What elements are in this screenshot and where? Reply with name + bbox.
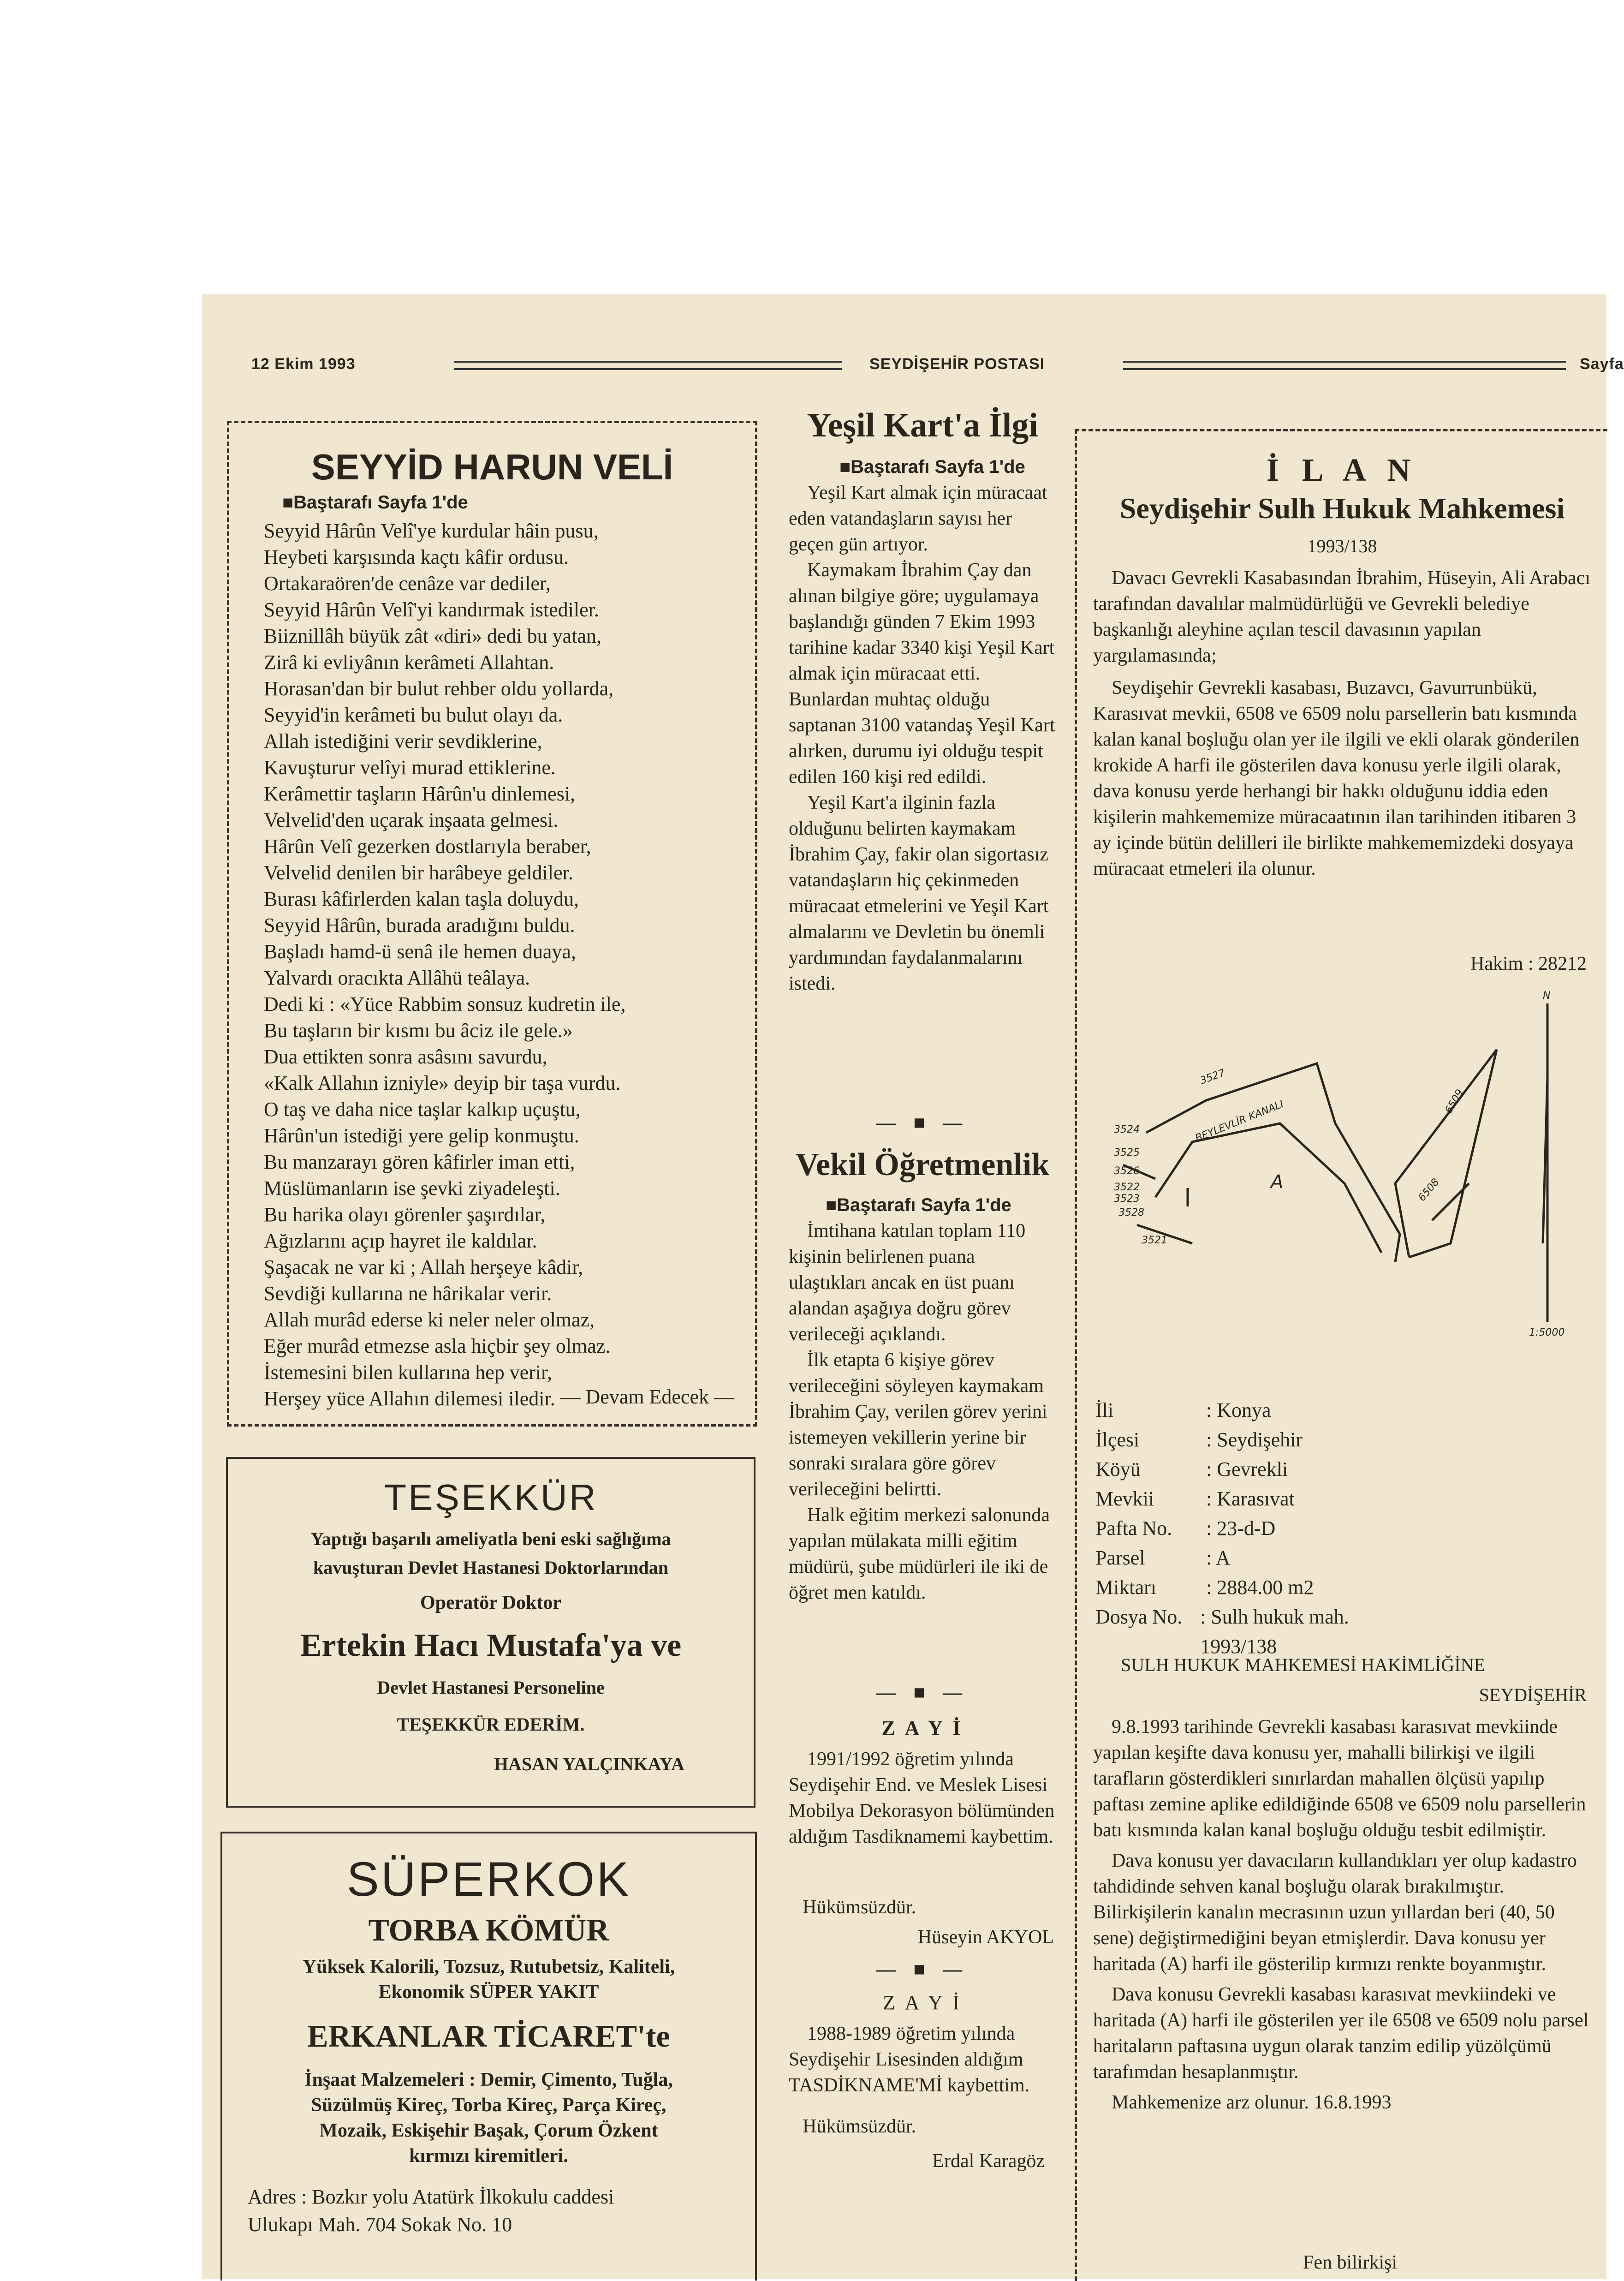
header-rule-left	[454, 361, 842, 370]
ilan-case-no: 1993/138	[1307, 536, 1377, 556]
poem-line: Biiznillâh büyük zât «diri» dedi bu yatan,	[264, 625, 601, 647]
sketch-label-6509: 6509	[1443, 1087, 1466, 1116]
superkok-title: SÜPERKOK	[346, 1852, 631, 1906]
table-row: Pafta No. : 23-d-D	[1095, 1517, 1276, 1540]
poem-line: Sevdiği kullarına ne hârikalar verir.	[264, 1282, 552, 1305]
poem-line: Seyyid'in kerâmeti bu bulut olayı da.	[264, 704, 563, 726]
tesekkur-line1: Yaptığı başarılı ameliyatla beni eski sağlığıma	[310, 1529, 671, 1549]
poem-line: Velvelid'den uçarak inşaata gelmesi.	[264, 809, 559, 831]
zayi2-name: Erdal Karagöz	[932, 2150, 1045, 2172]
separator: — ■ —	[876, 1682, 969, 1703]
sketch-label-3521: 3521	[1142, 1235, 1167, 1246]
sketch-label-3528: 3528	[1118, 1207, 1144, 1218]
yesil-continued: ■Baştarafı Sayfa 1'de	[839, 457, 1025, 477]
ilan-paragraph-2: Seydişehir Gevrekli kasabası, Buzavcı, Gavurrunbükü, Karasıvat mevkii, 6508 ve 6509 nolu parsellerin batı kısmında kalan kanal boşluğu olan yer ile ilgili ve ekli olarak gönderilen krokide A harfi ile gösterilen dava konusu yerle ilgili olarak, dava konusu yerde herhangi bir hakkı olduğunu iddia eden kişilerin mahkememize müracaatının ilan tarihinden itibaren 3 ay içinde bütün delilleri ile birlikte mahkememizdeki dosyaya müracaat etmeleri ila olunur.	[1093, 677, 1580, 879]
poem-line: Ortakaraören'de cenâze var dediler,	[264, 572, 551, 595]
poem-line: Velvelid denilen bir harâbeye geldiler.	[264, 861, 573, 884]
vekil-continued: ■Baştarafı Sayfa 1'de	[826, 1195, 1011, 1215]
superkok-company: ERKANLAR TİCARET'te	[307, 2018, 670, 2054]
tesekkur-signature: HASAN YALÇINKAYA	[494, 1754, 684, 1774]
poem-line: Dedi ki : «Yüce Rabbim sonsuz kudretin ile,	[264, 993, 626, 1015]
poem-line: Seyyid Hârûn Velî'ye kurdular hâin pusu,	[264, 519, 599, 542]
zayi2-hukumsuz: Hükümsüzdür.	[803, 2116, 916, 2137]
poem-line: Başladı hamd-ü senâ ile hemen duaya,	[264, 940, 576, 963]
superkok-desc2: Ekonomik SÜPER YAKIT	[378, 1982, 599, 2003]
ilan-expert: Fen bilirkişi	[1303, 2252, 1398, 2273]
zayi1-name: Hüseyin AKYOL	[917, 1927, 1054, 1948]
sketch-label-3525: 3525	[1114, 1147, 1140, 1158]
table-row: Köyü : Gevrekli	[1095, 1458, 1288, 1481]
vekil-body	[789, 1218, 1056, 1606]
vekil-paragraph: İmtihana katılan toplam 110 kişinin belirlenen puana ulaştıkları ancak en üst puanı alandan aşağıya doğru görev verileceği açıklandı.	[789, 1220, 1026, 1345]
poem-line: Allah murâd ederse ki neler neler olmaz,	[264, 1308, 595, 1331]
sketch-label-canal: BEYLEVLİR KANALI	[1193, 1098, 1285, 1145]
tesekkur-name: Ertekin Hacı Mustafa'ya ve	[300, 1628, 682, 1663]
poem-line: Eğer murâd etmezse asla hiçbir şey olmaz.	[264, 1335, 611, 1357]
yesil-title: Yeşil Kart'a İlgi	[807, 406, 1038, 444]
tesekkur-line3: Operatör Doktor	[420, 1592, 561, 1613]
seyyid-title: SEYYİD HARUN VELİ	[311, 447, 673, 487]
sketch-label-a: A	[1271, 1171, 1284, 1193]
tesekkur-line4: Devlet Hastanesi Personeline	[377, 1677, 605, 1698]
seyyid-poem	[264, 518, 744, 1412]
middle-column	[779, 397, 1065, 2279]
page-header	[251, 355, 1624, 378]
sketch-canal-edge	[1146, 1063, 1400, 1262]
yesil-paragraph: Yeşil Kart'a ilginin fazla olduğunu belirten kaymakam İbrahim Çay, fakir olan sigortasız vatandaşların hiç çekinmeden müracaat etmelerini ve Yeşil Kart almalarını ve Devletin bu önemli yardımından faydalanmalarını istedi.	[789, 792, 1049, 994]
yesil-body	[789, 480, 1056, 997]
header-rule-right	[1123, 361, 1566, 370]
superkok-address-1: Adres : Bozkır yolu Atatürk İlkokulu caddesi	[248, 2185, 614, 2208]
sketch-line	[1432, 1183, 1469, 1220]
ilan-report-paragraph: 9.8.1993 tarihinde Gevrekli kasabası karasıvat mevkiinde yapılan keşifte dava konusu yer, mahalli bilirkişi ve ilgili tarafların gösterdikleri sınırlardan mahallen ölçüsü yapılıp paftası zemine aplike edildiğinde 6508 ve 6509 nolu parsellerin batı kısmında kalan kanal boşluğu olduğu tesbit edilmiştir.	[1093, 1716, 1586, 1841]
superkok-desc1: Yüksek Kalorili, Tozsuz, Rutubetsiz, Kaliteli,	[302, 1956, 675, 1977]
ilan-judge: Hakim : 28212	[1470, 953, 1587, 974]
ilan-report	[1093, 1714, 1594, 2115]
superkok-materials-1: İnşaat Malzemeleri : Demir, Çimento, Tuğla,	[304, 2069, 673, 2090]
ilan-box	[1075, 429, 1607, 2281]
table-row: Mevkii : Karasıvat	[1095, 1487, 1295, 1510]
poem-line: Bu manzarayı gören kâfirler iman etti,	[264, 1151, 575, 1173]
ilan-addressee-2: SEYDİŞEHİR	[1479, 1684, 1587, 1705]
zayi1-title: Z A Y İ	[881, 1717, 964, 1739]
poem-line: Burası kâfirlerden kalan taşla doluydu,	[264, 888, 579, 910]
poem-line: Hârûn Velî gezerken dostlarıyla beraber,	[264, 835, 591, 858]
separator: — ■ —	[876, 1959, 969, 1980]
poem-line: Zirâ ki evliyânın kerâmeti Allahtan.	[264, 651, 554, 674]
superkok-materials-4: kırmızı kiremitleri.	[409, 2145, 568, 2167]
tesekkur-line2: kavuşturan Devlet Hastanesi Doktorlarından	[313, 1557, 669, 1578]
paper-name: SEYDİŞEHİR POSTASI	[869, 355, 1045, 373]
ilan-property-table	[1095, 1396, 1418, 1661]
table-row: İlçesi : Seydişehir	[1095, 1428, 1303, 1451]
separator: — ■ —	[876, 1112, 969, 1134]
seyyid-article-box	[227, 421, 757, 1427]
poem-line: Yalvardı oracıkta Allâhü teâlaya.	[264, 967, 530, 989]
poem-line: Horasan'dan bir bulut rehber oldu yollarda,	[264, 677, 614, 700]
sketch-label-north: N	[1543, 990, 1551, 1002]
seyyid-continued: ■Baştarafı Sayfa 1'de	[282, 492, 468, 513]
poem-line: O taş ve daha nice taşlar kalkıp uçuştu,	[264, 1098, 581, 1121]
superkok-subtitle: TORBA KÖMÜR	[368, 1912, 609, 1947]
yesil-paragraph: Kaymakam İbrahim Çay dan alınan bilgiye göre; uygulamaya başlandığı günden 7 Ekim 1993 tarihine kadar 3340 kişi Yeşil Kart almak için müracaat etti. Bunlardan muhtaç olduğu saptanan 3100 vatandaş Yeşil Kart alırken, durumu iyi olduğu tespit edilen 160 kişi red edildi.	[789, 560, 1055, 788]
poem-line: Seyyid Hârûn Velî'yi kandırmak istediler.	[264, 598, 599, 621]
tesekkur-line5: TEŞEKKÜR EDERİM.	[397, 1714, 585, 1735]
ilan-body	[1093, 565, 1594, 882]
sketch-label-3522: 3522	[1114, 1182, 1140, 1193]
table-row: Parsel : A	[1095, 1547, 1231, 1569]
tesekkur-ad-box	[226, 1457, 755, 1808]
sketch-label-scale: 1:5000	[1529, 1327, 1565, 1338]
superkok-materials-3: Mozaik, Eskişehir Başak, Çorum Özkent	[319, 2120, 658, 2141]
zayi1-body	[789, 1746, 1056, 1850]
zayi2-body	[789, 2021, 1056, 2098]
zayi2-title: Z A Y İ	[883, 1991, 962, 2014]
poem-line: Bu taşların bir kısmı bu âciz ile gele.»	[264, 1019, 573, 1042]
sketch-label-6508: 6508	[1416, 1176, 1442, 1204]
sketch-label-3524: 3524	[1114, 1124, 1140, 1135]
sketch-label-3526: 3526	[1114, 1165, 1140, 1177]
zayi2-text: 1988-1989 öğretim yılında Seydişehir Lisesinden aldığım TASDİKNAME'Mİ kaybettim.	[789, 2023, 1030, 2096]
zayi1-hukumsuz: Hükümsüzdür.	[803, 1897, 916, 1918]
sketch-label-3527: 3527	[1198, 1067, 1227, 1087]
yesil-paragraph: Yeşil Kart almak için müracaat eden vatandaşların sayısı her geçen gün artıyor.	[789, 482, 1047, 555]
issue-date: 12 Ekim 1993	[251, 355, 356, 373]
poem-line: Dua ettikten sonra asâsını savurdu,	[264, 1045, 547, 1068]
sketch-label-3523: 3523	[1114, 1193, 1140, 1205]
table-row: Miktarı : 2884.00 m2	[1095, 1576, 1314, 1599]
poem-line: Herşey yüce Allahın dilemesi iledir.	[264, 1387, 555, 1410]
poem-line: Hârûn'un istediği yere gelip konmuştu.	[264, 1124, 579, 1147]
superkok-materials-2: Süzülmüş Kireç, Torba Kireç, Parça Kireç,	[311, 2095, 666, 2116]
ilan-court: Seydişehir Sulh Hukuk Mahkemesi	[1119, 492, 1565, 525]
poem-line: Ağızlarını açıp hayret ile kaldılar.	[264, 1230, 537, 1252]
ilan-sketch-map	[1086, 985, 1598, 1345]
ilan-paragraph-1: Davacı Gevrekli Kasabasından İbrahim, Hüseyin, Ali Arabacı tarafından davalılar malmüdürlüğü ve Gevrekli belediye başkanlığı aleyhine açılan tescil davasının yapılan yargılamasında;	[1093, 567, 1591, 666]
poem-line: Kerâmettir taşların Hârûn'u dinlemesi,	[264, 782, 576, 805]
ilan-report-paragraph: Dava konusu yer davacıların kullandıkları yer olup kadastro tahdidinde sehven kanal boşluğu olarak bırakılmıştır. Bilirkişilerin kanalın mecrasının uzun yıllardan beri (40, 50 sene) değiştirmediğini beyan etmişlerdir. Dava konusu yer haritada (A) harfi ile gösterilip kırmızı renkte boyanmıştır.	[1093, 1850, 1577, 1975]
tesekkur-title: TEŞEKKÜR	[384, 1477, 598, 1518]
poem-line: «Kalk Allahın izniyle» deyip bir taşa vurdu.	[264, 1072, 621, 1094]
ilan-report-date: Mahkemenize arz olunur. 16.8.1993	[1112, 2092, 1392, 2113]
poem-line: Kavuşturur velîyi murad ettiklerine.	[264, 756, 556, 779]
table-row: İli : Konya	[1095, 1399, 1271, 1421]
poem-line: Heybeti karşısında kaçtı kâfir ordusu.	[264, 546, 569, 568]
poem-line: Allah istediğini verir sevdiklerine,	[264, 730, 542, 752]
poem-line: Müslümanların ise şevki ziyadeleşti.	[264, 1177, 560, 1200]
vekil-paragraph: Halk eğitim merkezi salonunda yapılan mülakata milli eğitim müdürü, şube müdürleri ile iki de öğret men katıldı.	[789, 1505, 1050, 1603]
page-label: Sayfa	[1580, 355, 1624, 373]
table-row: Dosya No. : Sulh hukuk mah. 1993/138	[1095, 1606, 1349, 1658]
poem-line: Seyyid Hârûn, burada aradığını buldu.	[264, 914, 575, 937]
poem-line: İstemesini bilen kullarına hep verir,	[264, 1361, 553, 1384]
vekil-title: Vekil Öğretmenlik	[795, 1147, 1050, 1182]
sketch-parcel-6509	[1395, 1050, 1497, 1257]
superkok-ad-box	[220, 1832, 757, 2281]
zayi1-text: 1991/1992 öğretim yılında Seydişehir End. ve Meslek Lisesi Mobilya Dekorasyon bölümünden aldığım Tasdiknamemi kaybettim.	[789, 1749, 1055, 1847]
vekil-paragraph: İlk etapta 6 kişiye görev verileceğini söyleyen kaymakam İbrahim Çay, verilen görev yerini istemeyen vekillerin yerine bir sonraki sıralara göre görev verileceğini belirtti.	[789, 1349, 1047, 1500]
ilan-addressee-1: SULH HUKUK MAHKEMESİ HAKİMLİĞİNE	[1121, 1654, 1485, 1675]
poem-line: Şaşacak ne var ki ; Allah herşeye kâdir,	[264, 1256, 583, 1278]
seyyid-ending: — Devam Edecek —	[560, 1385, 734, 1408]
ilan-report-paragraph: Dava konusu Gevrekli kasabası karasıvat mevkiindeki ve haritada (A) harfi ile gösterilen yer ile 6508 ve 6509 nolu parsel haritaların paftasına uygun olarak tanzim edilip yüzölçümü tarafımdan hesaplanmıştır.	[1093, 1984, 1589, 2083]
poem-line: Bu harika olayı görenler şaşırdılar,	[264, 1203, 546, 1226]
ilan-title: İ L A N	[1267, 453, 1418, 488]
superkok-address-2: Ulukapı Mah. 704 Sokak No. 10	[248, 2213, 512, 2236]
